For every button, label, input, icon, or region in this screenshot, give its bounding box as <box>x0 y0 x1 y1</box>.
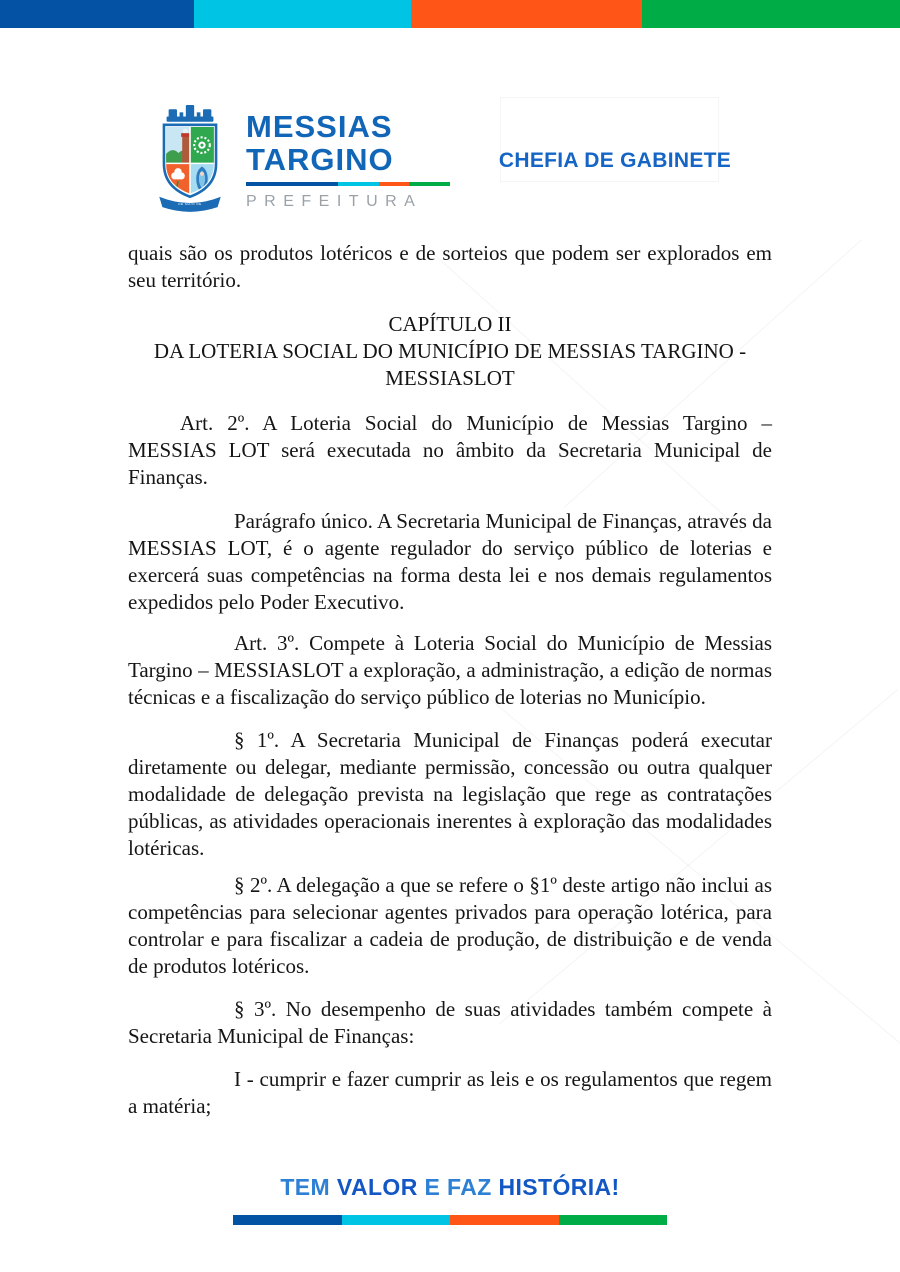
logo-name-line1: MESSIAS <box>246 109 393 144</box>
footer-bar-blue-segment <box>233 1215 342 1225</box>
coat-of-arms <box>156 104 224 216</box>
paragraph-art2: Art. 2º. A Loteria Social do Município de Messias Targino – MESSIAS LOT será executada no âmbito da Secretaria Municipal de Finanças. <box>128 411 772 489</box>
slogan-part: E FAZ <box>417 1174 499 1200</box>
slogan-part: TEM <box>280 1174 337 1200</box>
footer-bar-orange-segment <box>450 1215 559 1225</box>
paragraph-par1: § 1º. A Secretaria Municipal de Finanças poderá executar diretamente ou delegar, mediante permissão, concessão ou outra qualquer modalidade de delegação prevista na legislação que rege as contratações públicas, as atividades operacionais inerentes à exploração das modalidades lotéricas. <box>128 728 772 860</box>
slogan-part: HISTÓRIA! <box>498 1174 620 1200</box>
logo-subtitle: PREFEITURA <box>246 193 423 210</box>
mural-crown-icon <box>167 105 214 122</box>
paragraph-intro: quais são os produtos lotéricos e de sorteios que podem ser explorados em seu território. <box>128 241 772 292</box>
footer-bar-cyan-segment <box>342 1215 451 1225</box>
motto-ribbon <box>159 197 220 212</box>
footer-bar-green-segment <box>559 1215 668 1225</box>
top-bar-orange-segment <box>411 0 642 28</box>
top-bar-cyan-segment <box>194 0 411 28</box>
logo-color-divider <box>246 182 450 186</box>
chapter-title: DA LOTERIA SOCIAL DO MUNICÍPIO DE MESSIAS TARGINO - MESSIASLOT <box>153 339 747 390</box>
chapter-heading <box>128 311 772 392</box>
paragraph-par2: § 2º. A delegação a que se refere o §1º deste artigo não inclui as competências para selecionar agentes privados para operação lotérica, para controlar e para fiscalizar a cadeia de produção, de distribuição e de venda de produtos lotéricos. <box>128 873 772 978</box>
prefecture-wordmark <box>246 110 456 211</box>
chapter-number: CAPÍTULO II <box>388 312 512 336</box>
paragraph-item-i: I - cumprir e fazer cumprir as leis e os regulamentos que regem a matéria; <box>128 1067 772 1118</box>
footer-slogan <box>0 1174 900 1201</box>
logo-name-line2: TARGINO <box>246 142 394 177</box>
top-bar-blue-segment <box>0 0 194 28</box>
paragraph-paragrafo-unico: Parágrafo único. A Secretaria Municipal de Finanças, através da MESSIAS LOT, é o agente regulador do serviço público de loterias e exercerá suas competências na forma desta lei e nos demais regulamentos expedidos pelo Poder Executivo. <box>128 509 772 614</box>
ribbon-text: DE MAIO DE <box>178 202 202 207</box>
department-title: CHEFIA DE GABINETE <box>498 149 732 172</box>
top-bar-green-segment <box>642 0 900 28</box>
top-color-bar <box>0 0 900 28</box>
paragraph-art3: Art. 3º. Compete à Loteria Social do Município de Messias Targino – MESSIASLOT a exploração, a administração, a edição de normas técnicas e a fiscalização do serviço público de loterias no Município. <box>128 631 772 709</box>
footer-color-bar <box>233 1215 667 1225</box>
slogan-part: VALOR <box>336 1174 418 1200</box>
paragraph-par3: § 3º. No desempenho de suas atividades também compete à Secretaria Municipal de Finanças: <box>128 997 772 1048</box>
